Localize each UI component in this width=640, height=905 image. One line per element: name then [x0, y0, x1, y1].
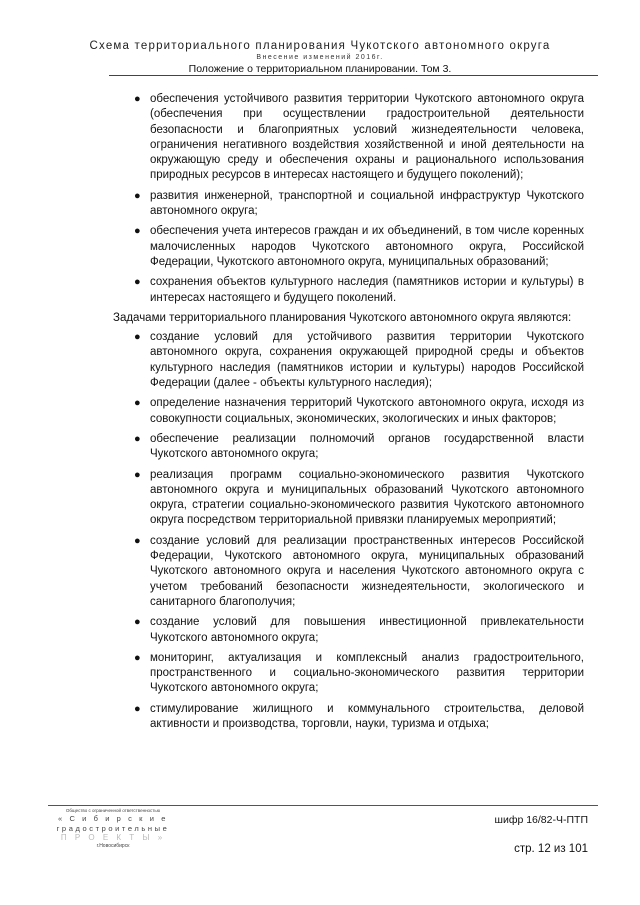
list-item: ● обеспечение реализации полномочий органов государственной власти Чукотского автономного округа;	[134, 432, 584, 461]
list-item: ● сохранения объектов культурного наследия (памятников истории и культуры) в интересах настоящего и будущего поколений.	[134, 276, 584, 304]
footer-divider	[48, 805, 598, 806]
bullet-icon: ●	[134, 225, 141, 238]
list-item: ● обеспечения учета интересов граждан и их объединений, в том числе коренных малочисленных народов Чукотского автономного округа, Российской Федерации, Чукотского автономного округа, муниципальных образований;	[134, 225, 584, 268]
tasks-list	[116, 330, 584, 732]
list-item: ● создание условий для повышения инвестиционной привлекательности Чукотского автономного округа;	[134, 616, 584, 644]
company-logo	[48, 808, 178, 850]
list-item: ● развития инженерной, транспортной и социальной инфраструктур Чукотского автономного округа;	[134, 189, 584, 218]
list-item: ● создание условий для устойчивого развития территории Чукотского автономного округа, сохранения окружающей природной среды и объектов культурного наследия (памятников истории и культуры) народов Российской Федерации (далее - объекты культурного наследия);	[134, 331, 584, 390]
list-item: ● реализация программ социально-экономического развития Чукотского автономного округа и муниципальных образований Чукотского автономного округа, стратегии социально-экономического развития Чукотского автономного округа посредством территориальной привязки планируемых мероприятий;	[134, 468, 584, 527]
document-body	[113, 92, 584, 737]
list-item: ● создание условий для реализации пространственных интересов Российской Федерации, Чукотского автономного округа, муниципальных образований Чукотского автономного округа и населения Чукотского автономного округа с учетом требований безопасности жизнедеятельности, экологического и санитарного благополучия;	[134, 534, 584, 608]
bullet-icon: ●	[134, 331, 141, 344]
list-item: ● стимулирование жилищного и коммунального строительства, деловой активности и производства, торговли, науки, туризма и отдыха;	[134, 702, 584, 730]
header-divider	[109, 75, 598, 76]
bullet-icon: ●	[134, 397, 141, 410]
tasks-intro: Задачами территориального планирования Чукотского автономного округа являются:	[113, 311, 572, 324]
bullet-icon: ●	[134, 468, 141, 481]
document-cipher: шифр 16/82-Ч-ПТП	[494, 814, 588, 826]
page-number: стр. 12 из 101	[514, 843, 588, 855]
logo-city: г.Новосибирск	[96, 843, 130, 849]
volume-title: Положение о территориальном планировании. Том 3.	[188, 63, 452, 75]
bullet-icon: ●	[134, 189, 141, 202]
bullet-icon: ●	[134, 432, 141, 445]
bullet-icon: ●	[134, 93, 141, 105]
logo-name-line2: градостроительные	[56, 823, 170, 833]
bullet-icon: ●	[134, 702, 141, 715]
document-title: Схема территориального планирования Чукотского автономного округа	[89, 40, 551, 52]
list-item: ● обеспечения устойчивого развития территории Чукотского автономного округа (обеспечения при осуществлении градостроительной деятельности безопасности и благоприятных условий жизнедеятельности человека, ограничения негативного воздействия хозяйственной и иной деятельности на окружающую среду и обеспечения охраны и рационального использования природных ресурсов в интересах настоящего и будущего поколений);	[134, 93, 584, 182]
goals-list	[116, 92, 584, 306]
document-subtitle: Внесение изменений 2016г.	[256, 54, 384, 61]
bullet-icon: ●	[134, 276, 141, 289]
logo-org-type: Общество с ограниченной ответственностью	[65, 808, 161, 813]
bullet-icon: ●	[134, 616, 141, 629]
logo-name-line1: « С и б и р с к и е	[58, 814, 168, 823]
list-item: ● определение назначения территорий Чукотского автономного округа, исходя из совокупности социальных, экономических, экологических и иных факторов;	[134, 397, 584, 425]
list-item: ● мониторинг, актуализация и комплексный анализ градостроительного, пространственного и социально-экономического развития территории Чукотского автономного округа;	[134, 651, 584, 695]
logo-name-line3: П Р О Е К Т Ы »	[60, 833, 166, 842]
page-header	[0, 39, 640, 76]
bullet-icon: ●	[134, 651, 141, 664]
bullet-icon: ●	[134, 534, 141, 547]
